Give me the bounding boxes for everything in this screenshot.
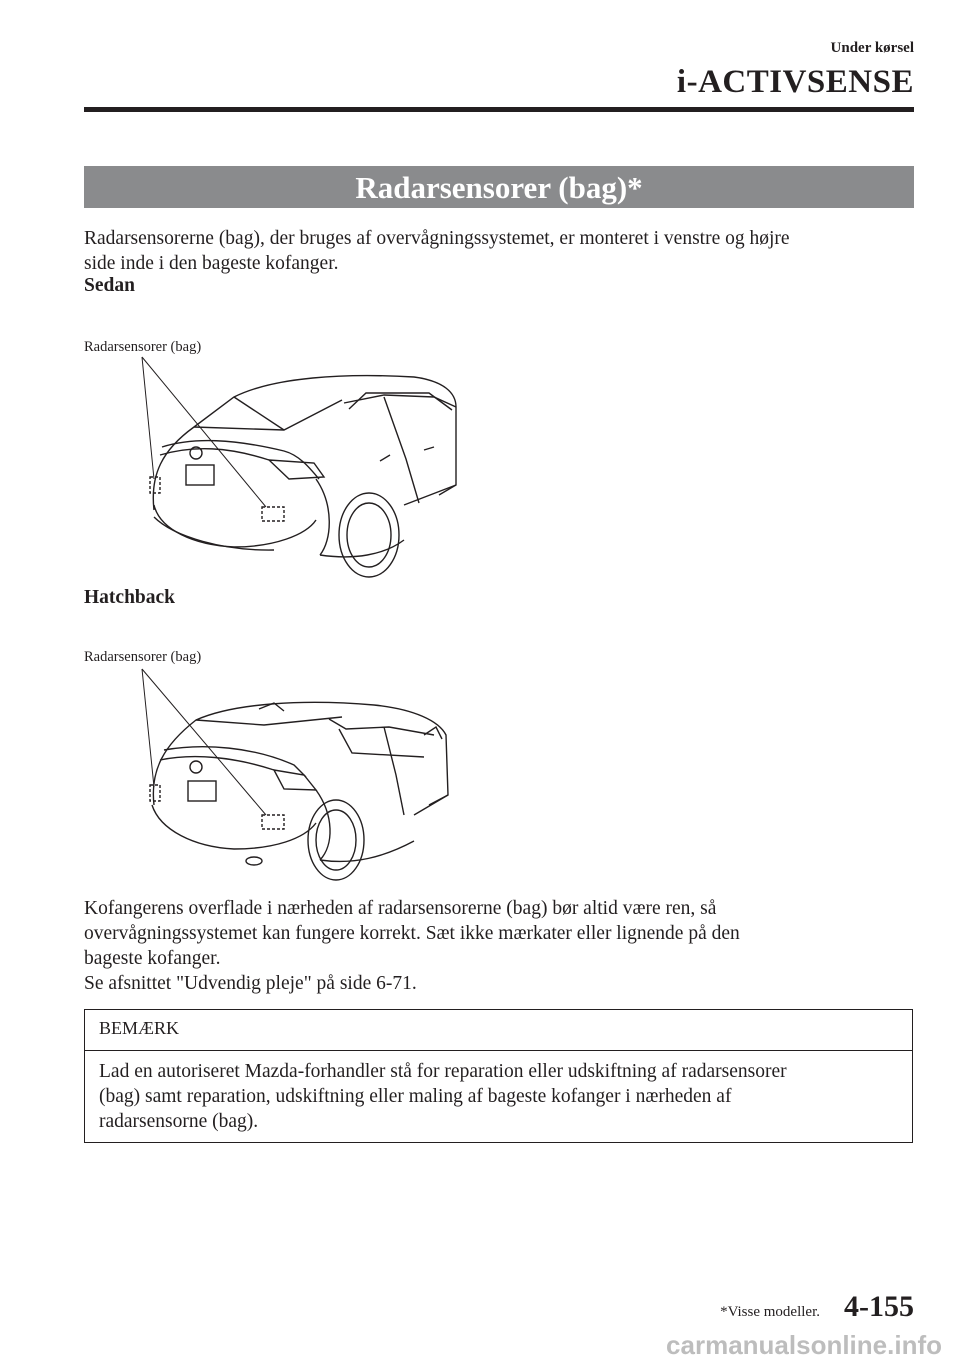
body-line-1: Kofangerens overflade i nærheden af radarsensorerne (bag) bør altid være ren, så [84,898,717,919]
watermark: carmanualsonline.info [666,1330,942,1360]
intro-paragraph [84,226,914,276]
sedan-heading: Sedan [84,275,135,296]
intro-line-1: Radarsensorerne (bag), der bruges af overvågningssystemet, er monteret i venstre og højre [84,228,790,249]
body-line-2: overvågningssystemet kan fungere korrekt. Sæt ikke mærkater eller lignende på den [84,923,740,944]
body-line-4: Se afsnittet "Udvendig pleje" på side 6-71. [84,973,417,994]
note-line-1: Lad en autoriseret Mazda-forhandler stå for reparation eller udskiftning af radarsensorer [99,1061,787,1082]
note-line-3: radarsensorne (bag). [99,1111,259,1132]
chapter-title: Under kørsel [830,40,914,56]
note-line-2: (bag) samt reparation, udskiftning eller maling af bageste kofanger i nærheden af [99,1086,732,1107]
sedan-figure-label: Radarsensorer (bag) [84,339,202,355]
footnote: *Visse modeller. [720,1304,820,1320]
sedan-rear-illustration [84,355,504,585]
note-heading: BEMÆRK [85,1010,912,1051]
note-box [84,1009,913,1143]
hatchback-rear-illustration [84,665,504,890]
hatchback-figure-label: Radarsensorer (bag) [84,649,202,665]
note-body [85,1051,912,1142]
page-number: 4-155 [844,1290,914,1323]
body-line-3: bageste kofanger. [84,948,221,969]
hatchback-heading: Hatchback [84,587,176,608]
section-header-title: i-ACTIVSENSE [676,64,914,100]
intro-line-2: side inde i den bageste kofanger. [84,253,339,274]
header-rule [84,107,914,112]
section-title-banner: Radarsensorer (bag)* [84,166,914,208]
body-paragraph [84,896,914,996]
